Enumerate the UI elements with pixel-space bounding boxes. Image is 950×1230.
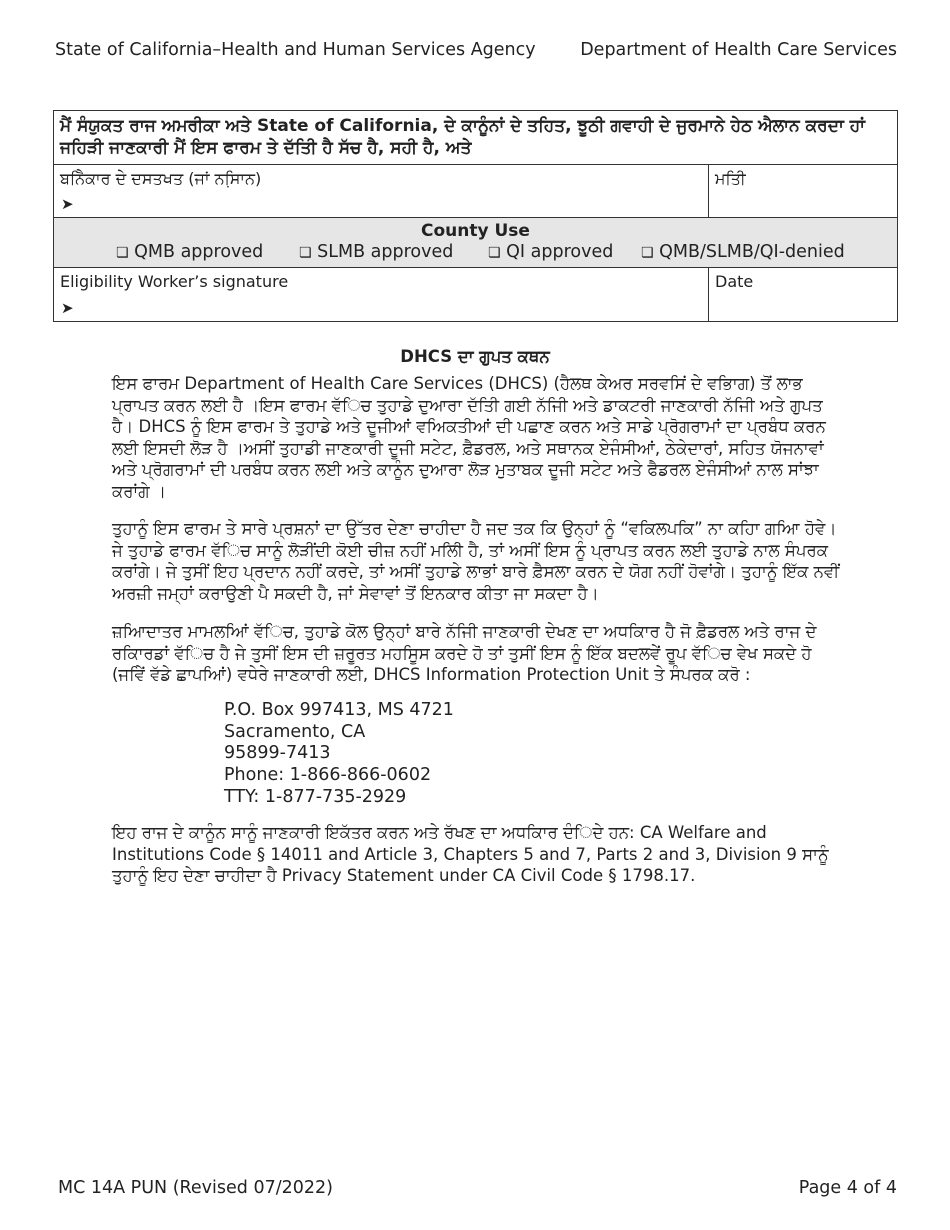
privacy-paragraph-4: ਇਹ ਰਾਜ ਦੇ ਕਾਨੂੰਨ ਸਾਨੂੰ ਜਾਣਕਾਰੀ ਇਕੱਤਰ ਕਰਨ ਅਤੇ ਰੱਖਣ ਦਾ ਅਧਕਿਾਰ ਦੰਿਦੇ ਹਨ: CA Welfare and Institutions Code § 14011 and Article 3, Chapters 5 and 7, Parts 2 and 3, Division 9 ਸਾਨੂੰ ਤੁਹਾਨੂੰ ਇਹ ਦੇਣਾ ਚਾਹੀਦਾ ਹੈ Privacy Statement under CA Civil Code § 1798.17. (112, 823, 829, 885)
checkbox-slmb-approved[interactable] (299, 242, 453, 262)
checkbox-label: QMB/SLMB/QI-denied (659, 242, 845, 262)
applicant-signature-label: ਬਨਿੈਕਾਰ ਦੇ ਦਸਤਖਤ (ਜਾਂ ਨਸਿ਼ਾਨ) (60, 169, 262, 188)
county-use-section (54, 218, 897, 268)
declaration-text: ਮੈਂ ਸੰਯੁਕਤ ਰਾਜ ਅਮਰੀਕਾ ਅਤੇ State of California, ਦੇ ਕਾਨੂੰਨਾਂ ਦੇ ਤਹਿਤ, ਝੂਠੀ ਗਵਾਹੀ ਦੇ ਜੁਰਮਾਨੇ ਹੇਠ ਐਲਾਨ ਕਰਦਾ ਹਾਂ ਜਹਿੜੀ ਜਾਣਕਾਰੀ ਮੈਂ ਇਸ ਫਾਰਮ ਤੇ ਦੱਤਿੀ ਹੈ ਸੱਚ ਹੈ, ਸਹੀ ਹੈ, ਅਤੇ (54, 111, 897, 165)
worker-signature-row (54, 268, 897, 321)
privacy-paragraph-2: ਤੁਹਾਨੂੰ ਇਸ ਫਾਰਮ ਤੇ ਸਾਰੇ ਪ੍ਰਸ਼ਨਾਂ ਦਾ ਉੱਤਰ ਦੇਣਾ ਚਾਹੀਦਾ ਹੈ ਜਦ ਤਕ ਕਿ ਉਨ੍ਹਾਂ ਨੂੰ “ਵਕਿਲਪਕਿ” ਨਾ ਕਹਿਾ ਗਆਿ ਹੋਵੇ। ਜੇ ਤੁਹਾਡੇ ਫਾਰਮ ਵੱਿਚ ਸਾਨੂੰ ਲੋੜੀਂਦੀ ਕੋਈ ਚੀਜ਼ ਨਹੀਂ ਮਲਿੀ ਹੈ, ਤਾਂ ਅਸੀਂ ਇਸ ਨੂੰ ਪ੍ਰਾਪਤ ਕਰਨ ਲਈ ਤੁਹਾਡੇ ਨਾਲ ਸੰਪਰਕ ਕਰਾਂਗੇ। ਜੇ ਤੁਸੀਂ ਇਹ ਪ੍ਰਦਾਨ ਨਹੀਂ ਕਰਦੇ, ਤਾਂ ਅਸੀਂ ਤੁਹਾਡੇ ਲਾਭਾਂ ਬਾਰੇ ਫ਼ੈਸਲਾ ਕਰਨ ਦੇ ਯੋਗ ਨਹੀਂ ਹੋਵਾਂਗੇ। ਤੁਹਾਨੂੰ ਇੱਕ ਨਵੀਂ ਅਰਜ਼ੀ ਜਮ੍ਹਾਂ ਕਰਾਉਣੀ ਪੈ ਸਕਦੀ ਹੈ, ਜਾਂ ਸੇਵਾਵਾਂ ਤੋਂ ਇਨਕਾਰ ਕੀਤਾ ਜਾ ਸਕਦਾ ਹੈ। (112, 519, 840, 603)
privacy-paragraph-1: ਇਸ ਫਾਰਮ Department of Health Care Services (DHCS) (ਹੈਲਥ ਕੇਅਰ ਸਰਵਸਿਂ ਦੇ ਵਭਿਾਗ) ਤੋਂ ਲਾਭ ਪ੍ਰਾਪਤ ਕਰਨ ਲਈ ਹੈ ।ਇਸ ਫਾਰਮ ਵੱਿਚ ਤੁਹਾਡੇ ਦੁਆਰਾ ਦੱਤਿੀ ਗਈ ਨੱਜਿੀ ਅਤੇ ਡਾਕਟਰੀ ਜਾਣਕਾਰੀ ਨੱਜਿੀ ਅਤੇ ਗੁਪਤ ਹੈ। DHCS ਨੂੰ ਇਸ ਫਾਰਮ ਤੇ ਤੁਹਾਡੇ ਅਤੇ ਦੂਜੀਆਂ ਵਅਿਕਤੀਆਂ ਦੀ ਪਛਾਣ ਕਰਨ ਅਤੇ ਸਾਡੇ ਪ੍ਰੋਗਰਾਮਾਂ ਦਾ ਪ੍ਰਬੰਧ ਕਰਨ ਲਈ ਇਸਦੀ ਲੋੜ ਹੈ ।ਅਸੀਂ ਤੁਹਾਡੀ ਜਾਣਕਾਰੀ ਦੂਜੀ ਸਟੇਟ, ਫ਼ੈਡਰਲ, ਅਤੇ ਸਥਾਨਕ ਏਜੰਸੀਆਂ, ਠੇਕੇਦਾਰਾਂ, ਸਹਿਤ ਯੋਜਨਾਵਾਂ ਅਤੇ ਪ੍ਰੋਗਰਾਮਾਂ ਦੀ ਪਰਬੰਧ ਕਰਨ ਲਈ ਅਤੇ ਕਾਨੂੰਨ ਦੁਆਰਾ ਲੋੜ ਮੁਤਾਬਕ ਦੂਜੀ ਸਟੇਟ ਅਤੇ ਫੈਡਰਲ ਏਜੰਸੀਆਂ ਨਾਲ ਸਾਂਝਾ ਕਰਾਂਗੇ । (112, 374, 826, 501)
arrow-icon: ➤ (61, 299, 74, 317)
checkbox-label: SLMB approved (317, 242, 454, 262)
arrow-icon: ➤ (61, 195, 74, 213)
applicant-date-field[interactable] (708, 165, 897, 217)
privacy-title: DHCS ਦਾ ਗੁਪਤ ਕਥਨ (400, 347, 550, 366)
worker-date-label: Date (715, 272, 754, 291)
footer-form-id: MC 14A PUN (Revised 07/2022) (58, 1178, 333, 1198)
contact-address (224, 700, 454, 809)
worker-signature-label: Eligibility Worker’s signature (60, 272, 289, 291)
address-line-2: Sacramento, CA (224, 721, 366, 742)
address-tty: TTY: 1-877-735-2929 (224, 786, 407, 807)
checkbox-label: QI approved (506, 242, 614, 262)
footer-page-number: Page 4 of 4 (798, 1178, 897, 1198)
applicant-signature-row (54, 165, 897, 218)
county-use-title: County Use (421, 221, 530, 241)
checkbox-label: QMB approved (134, 242, 264, 262)
checkbox-icon: ❏ (116, 245, 129, 261)
checkbox-icon: ❏ (299, 245, 312, 261)
worker-date-field[interactable] (708, 268, 897, 321)
address-line-3: 95899-7413 (224, 743, 331, 764)
address-phone: Phone: 1-866-866-0602 (224, 765, 432, 786)
signature-form-table (53, 110, 898, 322)
checkbox-icon: ❏ (641, 245, 654, 261)
address-line-1: P.O. Box 997413, MS 4721 (224, 700, 454, 720)
worker-signature-field[interactable] (54, 268, 708, 321)
checkbox-icon: ❏ (488, 245, 501, 261)
applicant-signature-field[interactable] (54, 165, 708, 217)
privacy-paragraph-3: ਜ਼ਆਿਦਾਤਰ ਮਾਮਲਆਿਂ ਵੱਿਚ, ਤੁਹਾਡੇ ਕੋਲ ਉਨ੍ਹਾਂ ਬਾਰੇ ਨੱਜਿੀ ਜਾਣਕਾਰੀ ਦੇਖਣ ਦਾ ਅਧਕਿਾਰ ਹੈ ਜੋ ਫ਼ੈਡਰਲ ਅਤੇ ਰਾਜ ਦੇ ਰਕਿਾਰਡਾਂ ਵੱਿਚ ਹੈ ਜੇ ਤੁਸੀਂ ਇਸ ਦੀ ਜ਼ਰੂਰਤ ਮਹਸਿੂਸ ਕਰਦੇ ਹੋ ਤਾਂ ਤੁਸੀਂ ਇਸ ਨੂੰ ਇੱਕ ਬਦਲਵੇਂ ਰੂਪ ਵੱਿਚ ਵੇਖ ਸਕਦੇ ਹੋ (ਜਵਿੇਂ ਵੱਡੇ ਛਾਪਆਿਂ) ਵਧੇਰੇ ਜਾਣਕਾਰੀ ਲਈ, DHCS Information Protection Unit ਤੇ ਸੰਪਰਕ ਕਰੋ : (112, 622, 817, 684)
applicant-date-label: ਮਤਿੀ (715, 169, 746, 188)
checkbox-qmb-approved[interactable] (116, 242, 263, 262)
checkbox-denied[interactable] (641, 242, 845, 262)
checkbox-qi-approved[interactable] (488, 242, 613, 262)
header-agency: State of California–Health and Human Services Agency (55, 40, 536, 60)
header-department: Department of Health Care Services (580, 40, 897, 60)
